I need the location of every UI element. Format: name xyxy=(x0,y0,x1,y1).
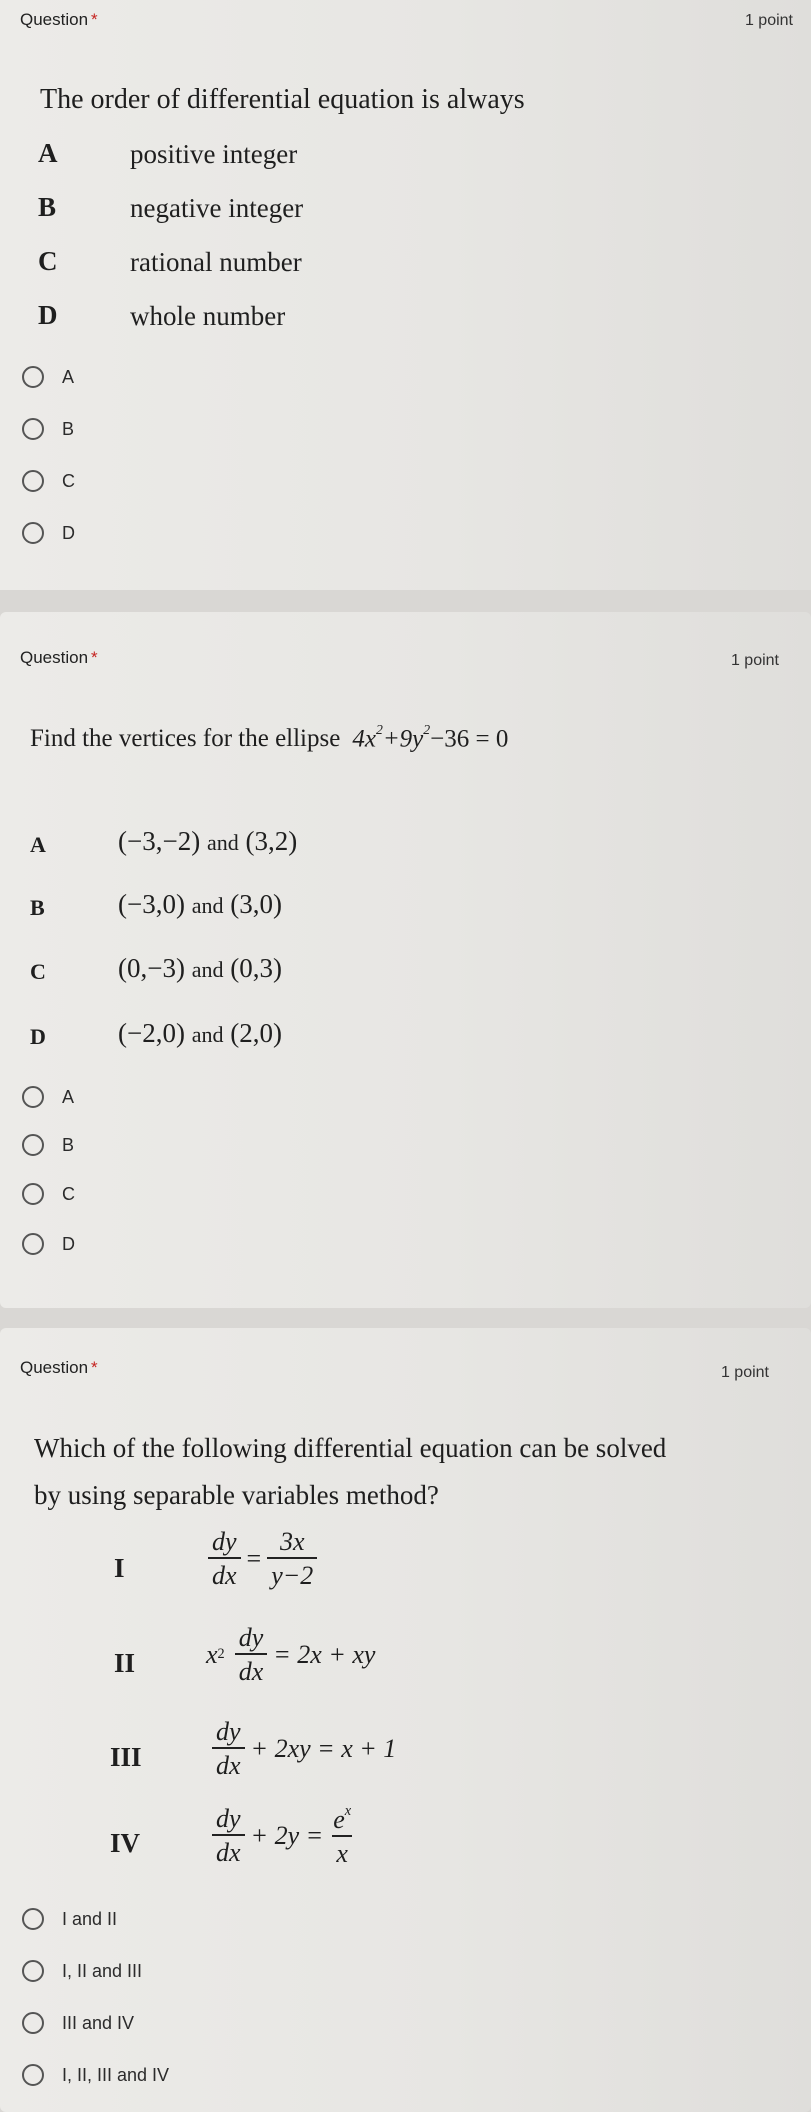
radio-circle[interactable] xyxy=(22,1086,44,1108)
radio-circle[interactable] xyxy=(22,2064,44,2086)
question-card-1 xyxy=(0,0,811,590)
radio-option-b[interactable] xyxy=(22,418,74,440)
radio-label: I and II xyxy=(62,1908,118,1929)
choice-letter-a: A xyxy=(38,138,58,168)
exponent: 2 xyxy=(423,722,431,737)
radio-circle[interactable] xyxy=(22,1908,44,1930)
question-stem-line-1: Which of the following differential equation can be solved xyxy=(34,1433,667,1463)
choice-text-d: whole number xyxy=(130,301,286,331)
required-asterisk: * xyxy=(91,10,98,29)
radio-label: B xyxy=(62,418,75,439)
statement-label-i: I xyxy=(114,1553,125,1583)
choice-text-b: negative integer xyxy=(130,193,304,223)
radio-option-d[interactable] xyxy=(22,1233,75,1255)
radio-label: C xyxy=(62,470,75,491)
radio-circle[interactable] xyxy=(22,1183,44,1205)
question-card-3 xyxy=(0,1328,811,2112)
radio-label: D xyxy=(62,522,75,543)
question-stem-line-2: by using separable variables method? xyxy=(34,1480,439,1510)
equation-constant: −36 = 0 xyxy=(430,725,509,753)
radio-option-c[interactable] xyxy=(22,1183,75,1205)
radio-circle[interactable] xyxy=(22,1233,44,1255)
radio-option-a[interactable] xyxy=(22,1086,74,1108)
choice-text-a: positive integer xyxy=(130,139,298,169)
radio-label: C xyxy=(62,1183,75,1204)
choice-letter-a: A xyxy=(30,832,46,857)
radio-option-a[interactable] xyxy=(22,366,74,388)
required-asterisk: * xyxy=(91,648,98,667)
question-points: 1 point xyxy=(720,1364,769,1381)
radio-label: I, II, III and IV xyxy=(62,2064,170,2085)
choice-text-c: (0,−3) and (0,3) xyxy=(118,953,282,983)
choice-letter-b: B xyxy=(30,895,45,920)
radio-option-i-and-ii[interactable] xyxy=(22,1908,117,1930)
statement-equation-iv: $\frac{dy}{dx}$ + 2y = $\frac{e^x}{x}$ xyxy=(210,1804,357,1867)
choice-letter-d: D xyxy=(38,300,58,330)
radio-label: D xyxy=(62,1233,75,1254)
question-points: 1 point xyxy=(730,652,779,669)
question-header xyxy=(20,1358,98,1378)
radio-label: B xyxy=(62,1134,75,1155)
radio-option-b[interactable] xyxy=(22,1134,74,1156)
stem-text: Find the vertices for the ellipse xyxy=(30,725,341,753)
choice-letter-b: B xyxy=(38,192,57,222)
radio-label: III and IV xyxy=(62,2012,135,2033)
question-label: Question xyxy=(20,10,89,29)
question-label: Question xyxy=(20,1358,89,1377)
radio-label: A xyxy=(62,366,75,387)
question-header xyxy=(20,10,98,30)
choice-text-b: (−3,0) and (3,0) xyxy=(118,889,282,919)
equation-term-x: 4x xyxy=(352,725,376,753)
radio-circle[interactable] xyxy=(22,1960,44,1982)
choice-letter-c: C xyxy=(30,959,46,984)
choice-text-a: (−3,−2) and (3,2) xyxy=(118,826,298,856)
radio-circle[interactable] xyxy=(22,522,44,544)
equation-term-y: +9y xyxy=(382,725,424,753)
choice-letter-c: C xyxy=(38,246,58,276)
ellipse-equation xyxy=(352,722,508,753)
question-stem: The order of differential equation is always xyxy=(40,84,525,115)
statement-label-iv: IV xyxy=(110,1828,141,1858)
radio-option-d[interactable] xyxy=(22,522,75,544)
question-header xyxy=(20,648,98,668)
question-label: Question xyxy=(20,648,89,667)
choice-text-c: rational number xyxy=(130,247,302,277)
question-points: 1 point xyxy=(744,12,793,29)
choice-letter-d: D xyxy=(30,1024,46,1049)
radio-circle[interactable] xyxy=(22,366,44,388)
radio-option-i-ii-and-iii[interactable] xyxy=(22,1960,142,1982)
radio-option-c[interactable] xyxy=(22,470,75,492)
question-card-2 xyxy=(0,612,811,1308)
required-asterisk: * xyxy=(91,1358,98,1377)
radio-circle[interactable] xyxy=(22,470,44,492)
choice-text-d: (−2,0) and (2,0) xyxy=(118,1018,282,1048)
statement-equation-i: $\frac{dy}{dx}$ = $\frac{3x}{y-2}$ xyxy=(206,1528,319,1590)
radio-option-iii-and-iv[interactable] xyxy=(22,2012,134,2034)
radio-circle[interactable] xyxy=(22,2012,44,2034)
radio-option-all[interactable] xyxy=(22,2064,169,2086)
radio-label: I, II and III xyxy=(62,1960,143,1981)
radio-circle[interactable] xyxy=(22,1134,44,1156)
statement-equation-iii: $\frac{dy}{dx}$ + 2xy = x + 1 xyxy=(210,1718,396,1780)
statement-equation-ii: x 2 $\frac{dy}{dx}$ = 2x + xy xyxy=(206,1623,376,1687)
statement-label-iii: III xyxy=(110,1742,142,1772)
question-stem xyxy=(30,722,508,753)
statement-label-ii: II xyxy=(114,1648,136,1678)
radio-circle[interactable] xyxy=(22,418,44,440)
exponent: 2 xyxy=(375,722,383,737)
radio-label: A xyxy=(62,1086,75,1107)
